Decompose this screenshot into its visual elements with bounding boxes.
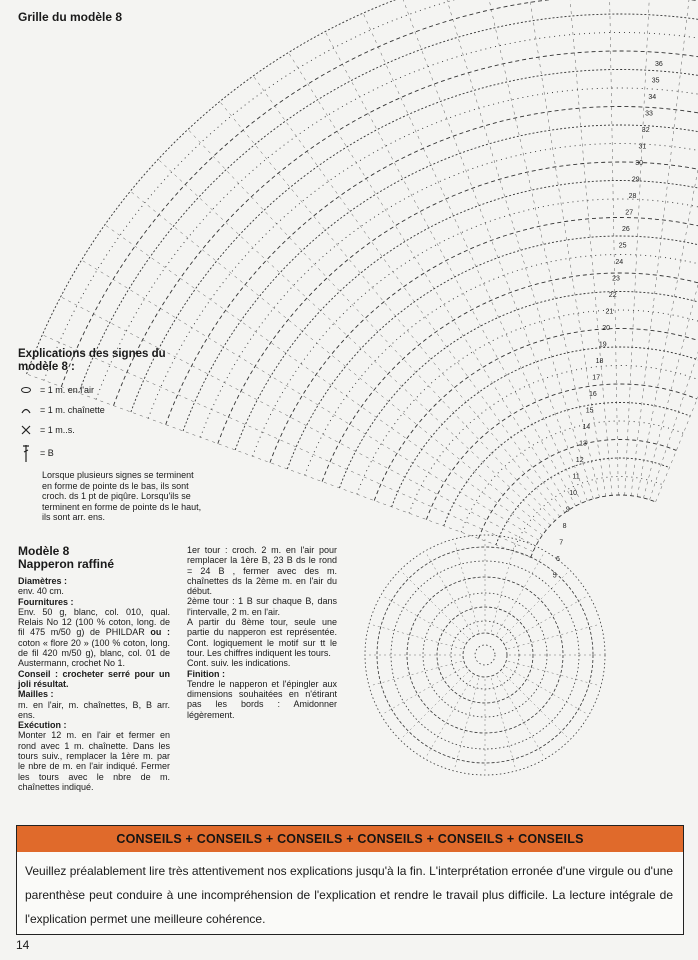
page-number: 14 (16, 938, 30, 952)
chart-row-labels (553, 61, 663, 580)
legend-item-double-crochet (18, 440, 188, 466)
fan-row (79, 14, 698, 393)
fan-row (27, 0, 698, 374)
round-ring (451, 621, 519, 689)
round-ring (475, 645, 495, 665)
row-number: 20 (602, 325, 610, 332)
fan-row (513, 473, 662, 551)
fan-row (44, 0, 698, 380)
fan-row (183, 125, 698, 431)
tips-banner: CONSEILS + CONSEILS + CONSEILS + CONSEILS + CONSEILS + CONSEILS (17, 826, 683, 852)
round-spoke (508, 661, 599, 685)
fan-row (114, 51, 698, 406)
single-crochet-icon (18, 425, 34, 435)
legend-label: = 1 m..s. (40, 425, 75, 435)
tips-text: Veuillez préalablement lire très attentivement nos explications jusqu'à la fin. L'interprétation erronée d'une virgule ou d'une parenthèse peut conduire à une incompréhension de l'explication et rendre le travail plus difficile. La lecture intégrale de l'explication permet une meilleure cohérence. (25, 864, 673, 926)
chain-icon (18, 386, 34, 394)
fan-ray (484, 0, 600, 497)
execution-label: Exécution : (18, 720, 67, 731)
row-number: 31 (638, 143, 647, 151)
row-number: 24 (615, 259, 624, 266)
row-number: 26 (622, 226, 630, 233)
fan-row (253, 199, 698, 456)
fan-row (340, 292, 698, 488)
row-number: 27 (625, 209, 634, 217)
row-number: 14 (582, 424, 591, 431)
row-number: 34 (648, 94, 657, 101)
legend-title: Explications des signes du modèle 8 : (18, 348, 166, 373)
fan-row (200, 143, 698, 437)
row-number: 18 (595, 358, 604, 365)
round-spoke (506, 667, 587, 714)
instructions-para-4: Cont. suiv. les indications. (187, 658, 291, 669)
double-crochet-icon (18, 443, 34, 463)
row-number: 22 (608, 292, 617, 299)
row-number: 10 (569, 490, 577, 497)
fan-row (357, 310, 698, 494)
row-number: 33 (645, 110, 653, 118)
execution-text: Monter 12 m. en l'air et fermer en rond avec 1 m. chaînette. Dans les tours suiv., remplacer la 1ère m. par le nbre de m. en l'air indiqué. Fermer les tours avec le nbre de m. chaînettes indiqué. (18, 730, 170, 792)
round-spoke (383, 596, 464, 643)
fan-row (409, 365, 698, 513)
row-number: 35 (651, 77, 660, 85)
instructions-para-2: 2ème tour : 1 B sur chaque B, dans l'intervalle, 2 m. en l'air. (187, 596, 337, 617)
legend-label: = 1 m. en l'air (40, 385, 94, 395)
instructions-para-1: 1er tour : croch. 2 m. en l'air pour remplacer la 1ère B, 23 B ds le rond = 24 B , fermer avec des m. chaînettes ds la 2ème m. en l'air du début. (187, 545, 337, 597)
symbol-legend (18, 348, 188, 466)
fan-row (531, 495, 656, 558)
row-number: 36 (655, 61, 663, 68)
legend-item-slip-stitch (18, 400, 188, 420)
row-number: 11 (572, 473, 580, 481)
row-number: 30 (635, 160, 643, 167)
fan-ray (567, 0, 612, 495)
row-number: 23 (612, 275, 620, 283)
supplies-or: ou : (150, 627, 170, 638)
instructions (187, 545, 337, 720)
fan-row (322, 273, 698, 482)
round-spoke (491, 678, 515, 769)
fan-row (270, 218, 698, 463)
row-number: 25 (618, 242, 627, 250)
legend-item-chain (18, 380, 188, 400)
row-number: 9 (565, 506, 570, 514)
fan-ray (525, 0, 606, 496)
instructions-para-3: A partir du 8ème tour, seule une partie du napperon est représentée. Cont. logiquement le motif sur tt le tour. Les chiffres indiquent les tours. (187, 617, 337, 658)
round-spoke (426, 553, 473, 634)
model-title: Modèle 8 (18, 544, 70, 558)
fan-ray (625, 0, 651, 495)
row-number: 19 (598, 341, 607, 349)
row-number: 5 (552, 572, 557, 580)
stitches-label: Mailles : (18, 689, 54, 700)
round-spoke (454, 541, 478, 632)
fan-row (148, 88, 698, 418)
round-ring (423, 593, 547, 717)
dimensions-text: env. 40 cm. (18, 586, 64, 597)
fan-ray (254, 77, 565, 513)
fan-ray (189, 130, 555, 520)
grid-title: Grille du modèle 8 (18, 10, 123, 24)
round-spoke (371, 661, 462, 685)
row-number: 15 (585, 407, 594, 415)
round-spoke (508, 624, 599, 648)
supplies-text: Env. 50 g, blanc, col. 010, qual. Relais No 12 (100 % coton, long. de fil 475 m/50 g) de PHILDAR (18, 606, 170, 638)
fan-ray (364, 14, 582, 503)
legend-note: Lorsque plusieurs signes se terminent en forme de pointe ds le bas, ils sont croch. ds 1 pt de piqûre. Lorsqu'ils se terminent en forme de pointe ds le haut, ils sont arr. ens. (42, 470, 202, 522)
fan-row (305, 254, 698, 475)
round-spoke (497, 553, 544, 634)
fan-row (235, 180, 698, 449)
row-number: 8 (562, 523, 567, 530)
row-number: 17 (592, 374, 601, 382)
row-number: 13 (579, 440, 587, 448)
round-spoke (497, 676, 544, 757)
fan-ray (403, 0, 587, 501)
round-spoke (383, 667, 464, 714)
chart-rings (365, 535, 605, 775)
fan-row (96, 32, 698, 399)
round-spoke (454, 678, 478, 769)
stitches-text: m. en l'air, m. chaînettes, B, B arr. ens. (18, 699, 170, 720)
model-details (18, 545, 170, 792)
fan-ray (650, 0, 698, 500)
supplies-paragraph (18, 607, 170, 669)
tip-text: Conseil : crocheter serré pour un joli résultat. (18, 668, 170, 689)
slip-stitch-icon (18, 406, 34, 414)
fan-row (287, 236, 698, 469)
round-spoke (426, 676, 473, 757)
fan-ray (159, 160, 550, 525)
row-number: 32 (641, 127, 650, 134)
finish-label: Finition : (187, 668, 225, 679)
fan-row (479, 439, 677, 538)
row-number: 6 (556, 556, 560, 563)
fan-ray (443, 0, 593, 499)
supplies-label: Fournitures : (18, 596, 74, 607)
row-number: 7 (559, 539, 564, 547)
round-spoke (506, 596, 587, 643)
row-number: 21 (605, 308, 614, 316)
round-spoke (371, 624, 462, 648)
finish-text: Tendre le napperon et l'épingler aux dimensions souhaitées en n'étirant pas les bords : Amidonner légèrement. (187, 678, 337, 720)
row-number: 16 (589, 391, 597, 398)
fan-ray (656, 6, 698, 502)
legend-label: = 1 m. chaînette (40, 405, 105, 415)
row-number: 12 (575, 457, 584, 464)
fan-ray (289, 54, 570, 509)
fan-ray (326, 33, 576, 506)
fan-row (392, 347, 698, 507)
fan-row (218, 162, 698, 444)
row-number: 28 (628, 193, 637, 200)
tips-box (16, 825, 684, 935)
model-subtitle: Napperon raffiné (18, 557, 115, 571)
supplies-text-2: coton « flore 20 » (100 % coton, long. de fil 420 m/50 g), blanc, col. 01 de Austermann, crochet No 1. (18, 637, 170, 669)
legend-item-single-crochet (18, 420, 188, 440)
row-number: 29 (631, 176, 640, 184)
round-ring (463, 633, 507, 677)
round-spoke (491, 541, 515, 632)
legend-label: = B (40, 448, 54, 458)
fan-row (496, 458, 669, 545)
dimensions-label: Diamètres : (18, 576, 68, 586)
